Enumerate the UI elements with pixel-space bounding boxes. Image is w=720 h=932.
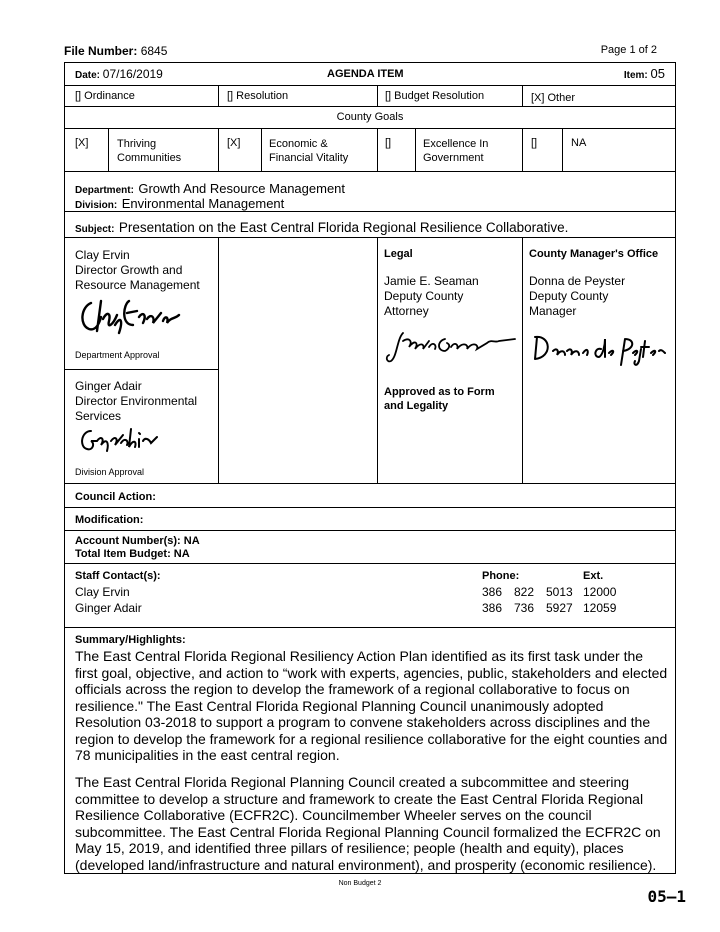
resolution-option: [] Resolution <box>227 90 289 102</box>
date-field <box>75 67 163 81</box>
goal-excellence-check: [] <box>385 137 392 149</box>
item-field <box>624 66 665 81</box>
legal-heading: Legal <box>384 248 413 260</box>
goal-excellence-line2: Government <box>423 152 484 164</box>
staff-contact-name: Ginger Adair <box>75 601 142 615</box>
item-value: 05 <box>650 66 665 81</box>
council-action-label: Council Action: <box>75 491 156 503</box>
director2-title-line1: Director Environmental <box>75 394 198 408</box>
phone-label: Phone: <box>482 570 520 582</box>
total-item-budget: Total Item Budget: NA <box>75 548 190 560</box>
legal-title-line1: Deputy County <box>384 289 464 303</box>
budget-resolution-option: [] Budget Resolution <box>385 90 485 102</box>
summary-paragraph-2: The East Central Florida Regional Planning Council created a subcommittee and steering committee to develop a structure and framework to create the East Central Florida Regional Resilience Collaborative (ECFR2C). Councilmember Wheeler serves on the council subcommittee. The East Central Florida Regional Planning Council formalized the ECFR2C on May 15, 2019, and identified three pillars of resilience; people (health and equity), places (developed land/infrastructure and natural environment), and prosperity (economic resilience). <box>75 774 661 873</box>
subject-field <box>75 219 568 237</box>
department-approval-label: Department Approval <box>75 350 160 360</box>
goal-economic-line2: Financial Vitality <box>269 152 349 164</box>
manager-title-line2: Manager <box>529 304 577 318</box>
staff-contact-ext: 12059 <box>583 601 617 615</box>
manager-heading: County Manager's Office <box>529 248 659 260</box>
department-value: Growth And Resource Management <box>138 181 346 196</box>
goal-thriving-line2: Communities <box>117 152 182 164</box>
agenda-form <box>64 62 676 874</box>
manager-block <box>529 274 625 319</box>
staff-contact-phone-area: 386 <box>482 585 503 599</box>
department-label: Department: <box>75 185 134 196</box>
subject-value: Presentation on the East Central Florida Regional Resilience Collaborative. <box>118 220 569 235</box>
date-value: 07/16/2019 <box>102 67 163 81</box>
account-numbers: Account Number(s): NA <box>75 535 200 547</box>
staff-contact-phone-area: 386 <box>482 601 503 615</box>
non-budget-footer: Non Budget 2 <box>338 880 382 887</box>
agenda-item-title: AGENDA ITEM <box>327 68 404 80</box>
manager-title-line1: Deputy County <box>529 289 609 303</box>
director1-block <box>75 248 200 293</box>
approved-form-line2: and Legality <box>384 400 449 412</box>
director2-title-line2: Services <box>75 409 122 423</box>
goal-excellence-line1: Excellence In <box>423 138 489 150</box>
goal-thriving-label <box>117 137 181 165</box>
page-code: 05–1 <box>647 887 686 906</box>
legal-title-line2: Attorney <box>384 304 429 318</box>
ordinance-option: [] Ordinance <box>75 90 135 102</box>
file-number <box>64 44 167 58</box>
director1-title-line2: Resource Management <box>75 278 200 292</box>
goal-thriving-line1: Thriving <box>117 138 157 150</box>
division-approval-label: Division Approval <box>75 467 145 477</box>
manager-name: Donna de Peyster <box>529 274 626 288</box>
legal-block <box>384 274 479 319</box>
signature-ginger-adair <box>77 423 167 457</box>
staff-contact-name: Clay Ervin <box>75 585 130 599</box>
goal-na-check: [] <box>531 137 538 149</box>
goal-thriving-check: [X] <box>75 137 89 149</box>
staff-contact-ext: 12000 <box>583 585 617 599</box>
approved-form-line1: Approved as to Form <box>384 386 495 398</box>
staff-contact-phone-prefix: 822 <box>514 585 535 599</box>
staff-contact-phone-line: 5927 <box>546 601 573 615</box>
item-label: Item: <box>623 70 648 81</box>
goal-economic-label <box>269 137 348 165</box>
account-block <box>75 535 200 561</box>
date-label: Date: <box>75 70 101 81</box>
summary-label: Summary/Highlights: <box>75 634 186 646</box>
signature-donna-de-peyster <box>529 331 669 371</box>
goal-excellence-label <box>423 137 488 165</box>
goal-na-label: NA <box>571 137 587 149</box>
county-goals-title: County Goals <box>336 111 404 123</box>
file-number-label: File Number: <box>64 44 138 58</box>
director2-block <box>75 379 197 424</box>
page-indicator: Page 1 of 2 <box>600 44 657 56</box>
signature-clay-ervin <box>77 295 187 337</box>
division-label: Division: <box>75 200 118 211</box>
director2-name: Ginger Adair <box>75 379 142 393</box>
file-number-value: 6845 <box>140 44 168 58</box>
goal-economic-line1: Economic & <box>269 138 328 150</box>
staff-contact-phone-prefix: 736 <box>514 601 535 615</box>
ext-label: Ext. <box>583 570 604 582</box>
subject-label: Subject: <box>75 224 115 235</box>
division-value: Environmental Management <box>121 196 285 211</box>
other-option: [X] Other <box>531 92 576 104</box>
modification-label: Modification: <box>75 514 144 526</box>
goal-economic-check: [X] <box>227 137 241 149</box>
staff-contact-phone-line: 5013 <box>546 585 573 599</box>
legal-name: Jamie E. Seaman <box>384 274 479 288</box>
director1-name: Clay Ervin <box>75 248 130 262</box>
staff-contacts-label: Staff Contact(s): <box>75 570 161 582</box>
director1-title-line1: Director Growth and <box>75 263 183 277</box>
summary-paragraph-1: The East Central Florida Regional Resiliency Action Plan identified as its first task under the first goal, objective, and action to “work with experts, agencies, public, stakeholders and elected officials across the region to develop the framework of a regional collaborative to focus on resilience." The East Central Florida Regional Planning Council unanimously adopted Resolution 03-2018 to support a program to convene stakeholders across disciplines and the region to develop the framework for a regional resilience collaborative for the eight counties and 78 municipalities in the east central region. <box>75 648 668 763</box>
signature-jamie-seaman <box>383 327 519 367</box>
approved-form-label <box>384 385 495 413</box>
